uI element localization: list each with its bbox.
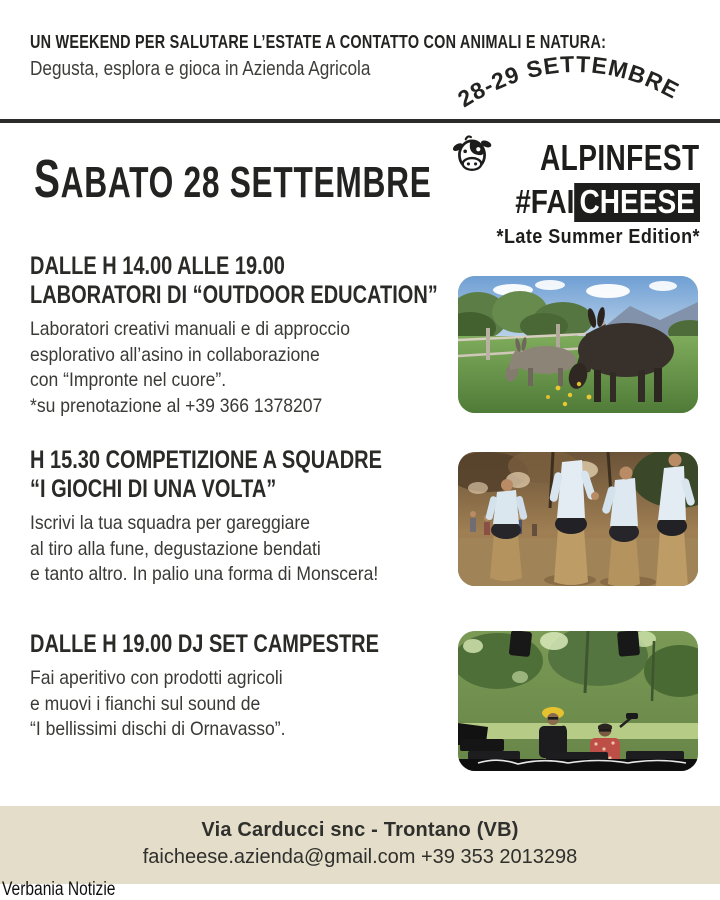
- section-outdoor-education: [30, 252, 460, 419]
- logo-edition: *Late Summer Edition*: [496, 226, 700, 248]
- section-title-line: H 15.30 COMPETIZIONE A SQUADRE: [30, 446, 382, 474]
- section-title-line: “I GIOCHI DI UNA VOLTA”: [30, 475, 277, 503]
- header-title: UN WEEKEND PER SALUTARE L’ESTATE A CONTATTO CON ANIMALI E NATURA:: [30, 32, 607, 52]
- section-giochi: [30, 446, 460, 588]
- hashtag-prefix: #FAI: [515, 183, 575, 220]
- body-line: esplorativo all’asino in collaborazione: [30, 343, 320, 366]
- sack-race-photo: [458, 452, 698, 586]
- header-subtitle: Degusta, esplora e gioca in Azienda Agricola: [30, 58, 371, 80]
- header-divider: [0, 119, 720, 123]
- date-badge-text: 28-29 SETTEMBRE: [453, 50, 684, 113]
- cow-head-icon: [451, 134, 493, 181]
- event-logo: [440, 134, 700, 249]
- body-line: Laboratori creativi manuali e di approccio: [30, 318, 350, 340]
- body-line: Iscrivi la tua squadra per gareggiare: [30, 512, 310, 534]
- footer-contact: faicheese.azienda@gmail.com +39 353 2013298: [142, 846, 578, 868]
- section-title-line: DALLE H 19.00 DJ SET CAMPESTRE: [30, 630, 379, 658]
- hashtag-inverted: CHEESE: [574, 183, 700, 222]
- section-body: [30, 511, 417, 588]
- section-title-line: DALLE H 14.00 ALLE 19.00: [30, 252, 285, 280]
- footer-band: [0, 806, 720, 884]
- footer-address: Via Carducci snc - Trontano (VB): [201, 819, 519, 841]
- watermark-text: Verbania Notizie: [2, 879, 116, 900]
- section-title-line: LABORATORI DI “OUTDOOR EDUCATION”: [30, 281, 438, 309]
- date-badge-arc: [448, 34, 704, 118]
- body-line: al tiro alla fune, degustazione bendati: [30, 537, 321, 560]
- section-body: [30, 666, 417, 743]
- section-body: [30, 317, 417, 419]
- dj-set-photo: [458, 631, 698, 771]
- svg-text:28-29 SETTEMBRE: [453, 51, 684, 112]
- logo-name: ALPINFEST: [540, 136, 700, 178]
- body-line: “I bellissimi dischi di Ornavasso”.: [30, 718, 286, 740]
- donkeys-grazing-photo: [458, 276, 698, 413]
- body-line: Fai aperitivo con prodotti agricoli: [30, 667, 283, 689]
- body-line: e tanto altro. In palio una forma di Monscera!: [30, 563, 379, 585]
- logo-hashtag: [479, 183, 700, 221]
- body-line: e muovi i fianchi sul sound de: [30, 692, 261, 715]
- logo-row-name: [440, 134, 700, 181]
- section-dj-set: [30, 630, 460, 743]
- body-line: *su prenotazione al +39 366 1378207: [30, 394, 323, 417]
- body-line: con “Impronte nel cuore”.: [30, 369, 227, 391]
- day-heading: SABATO 28 SETTEMBRE: [34, 149, 432, 209]
